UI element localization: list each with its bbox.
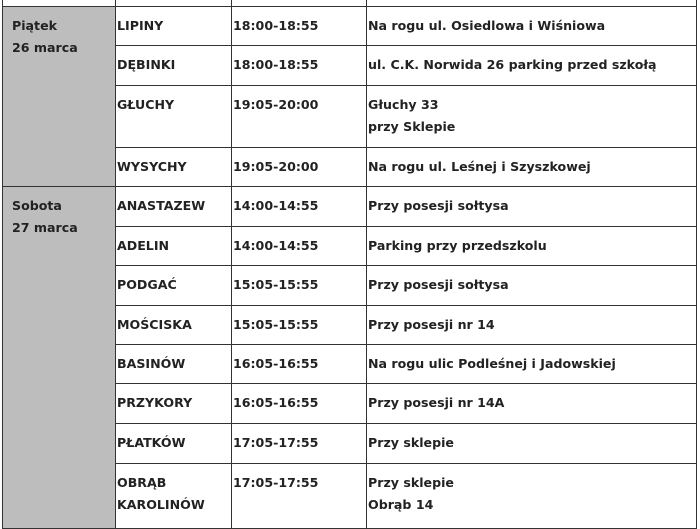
place-cell: PŁATKÓW <box>116 424 232 464</box>
location-cell: Na rogu ulic Podleśnej i Jadowskiej <box>367 345 697 384</box>
location-cell: Przy posesji sołtysa <box>367 187 697 227</box>
time-cell: 17:05-17:55 <box>232 424 367 464</box>
place-cell: ADELIN <box>116 227 232 266</box>
location-cell: Na rogu ul. Leśnej i Szyszkowej <box>367 148 697 187</box>
table-row <box>3 7 697 46</box>
time-cell: 16:05-16:55 <box>232 384 367 424</box>
time-cell: 18:00-18:55 <box>232 7 367 46</box>
place-cell: OBRĄB KAROLINÓW <box>116 464 232 529</box>
location-cell: Przy posesji sołtysa <box>367 266 697 306</box>
time-cell: 15:05-15:55 <box>232 266 367 306</box>
place-cell: LIPINY <box>116 7 232 46</box>
day-name: Piątek <box>12 18 57 33</box>
place-cell: DĘBINKI <box>116 46 232 86</box>
time-cell: 14:00-14:55 <box>232 227 367 266</box>
location-cell: Na rogu ul. Osiedlowa i Wiśniowa <box>367 7 697 46</box>
time-cell: 18:00-18:55 <box>232 46 367 86</box>
day-cell-friday <box>3 7 116 187</box>
location-cell: ul. C.K. Norwida 26 parking przed szkołą <box>367 46 697 86</box>
place-cell: MOŚCISKA <box>116 306 232 345</box>
time-cell: 19:05-20:00 <box>232 86 367 148</box>
location-cell: Głuchy 33 przy Sklepie <box>367 86 697 148</box>
place-cell: BASINÓW <box>116 345 232 384</box>
table-row <box>3 187 697 227</box>
time-cell: 17:05-17:55 <box>232 464 367 529</box>
time-cell: 15:05-15:55 <box>232 306 367 345</box>
location-cell: Przy posesji nr 14 <box>367 306 697 345</box>
day-date: 27 marca <box>12 220 78 235</box>
place-cell: WYSYCHY <box>116 148 232 187</box>
place-cell: PRZYKORY <box>116 384 232 424</box>
day-cell-saturday <box>3 187 116 529</box>
place-cell: GŁUCHY <box>116 86 232 148</box>
location-cell: Przy sklepie <box>367 424 697 464</box>
location-cell: Parking przy przedszkolu <box>367 227 697 266</box>
location-cell: Przy sklepie Obrąb 14 <box>367 464 697 529</box>
time-cell: 16:05-16:55 <box>232 345 367 384</box>
place-cell: ANASTAZEW <box>116 187 232 227</box>
location-cell: Przy posesji nr 14A <box>367 384 697 424</box>
schedule-table <box>2 0 697 529</box>
time-cell: 14:00-14:55 <box>232 187 367 227</box>
place-cell: PODGAĆ <box>116 266 232 306</box>
day-date: 26 marca <box>12 40 78 55</box>
day-name: Sobota <box>12 198 62 213</box>
time-cell: 19:05-20:00 <box>232 148 367 187</box>
